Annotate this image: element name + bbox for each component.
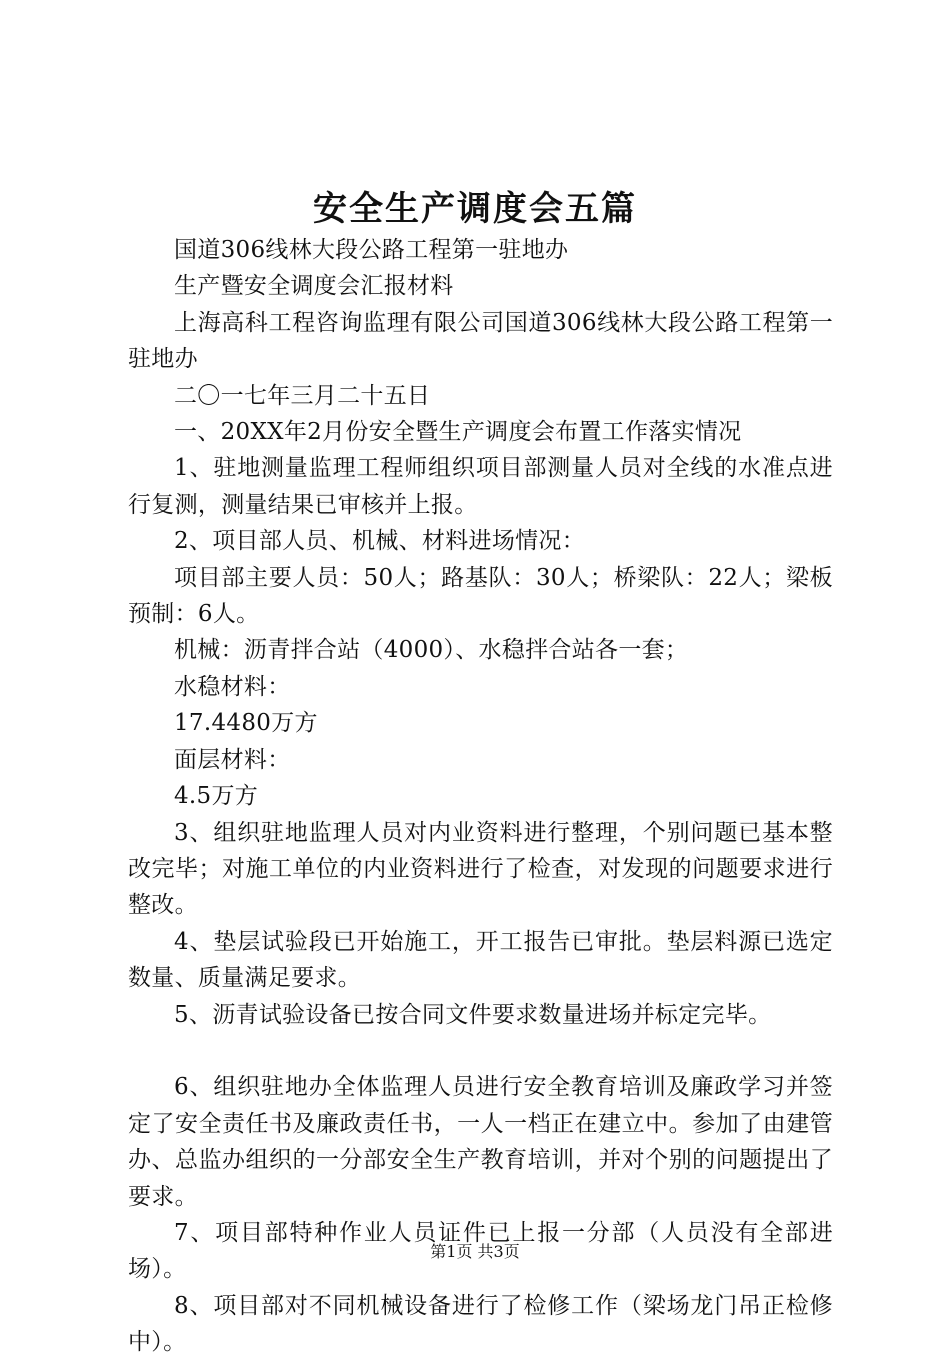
document-title: 安全生产调度会五篇 [313,189,637,229]
paragraph-13: 4.5万方 [174,783,259,810]
paragraph-11: 17.4480万方 [174,710,318,737]
paragraph-10: 水稳材料： [174,673,291,700]
paragraph-2: 生产暨安全调度会汇报材料 [174,273,454,300]
paragraph-12: 面层材料： [174,746,291,773]
paragraph-14: 3、组织驻地监理人员对内业资料进行整理，个别问题已基本整改完毕；对施工单位的内业资料进行了检查，对发现的问题要求进行整改。 [128,819,833,919]
paragraph-1: 国道306线林大段公路工程第一驻地办 [174,237,569,263]
paragraph-15: 4、垫层试验段已开始施工，开工报告已审批。垫层料源已选定数量、质量满足要求。 [128,928,833,992]
paragraph-8: 项目部主要人员：50人；路基队：30人；桥梁队：22人；梁板预制：6人。 [128,564,833,628]
paragraph-19: 8、项目部对不同机械设备进行了检修工作（梁场龙门吊正检修中）。 [128,1292,833,1356]
paragraph-17: 6、组织驻地办全体监理人员进行安全教育培训及廉政学习并签定了安全责任书及廉政责任书，一人一档正在建立中。参加了由建管办、总监办组织的一分部安全生产教育培训，并对个别的问题提出了要求。 [128,1074,833,1210]
paragraph-4: 二〇一七年三月二十五日 [174,382,431,409]
blank-line [128,1033,833,1069]
paragraph-16: 5、沥青试验设备已按合同文件要求数量进场并标定完毕。 [174,1001,772,1028]
paragraph-5: 一、20XX年2月份安全暨生产调度会布置工作落实情况 [174,419,742,446]
paragraph-6: 1、驻地测量监理工程师组织项目部测量人员对全线的水准点进行复测，测量结果已审核并上报。 [128,455,833,518]
paragraph-18: 7、项目部特种作业人员证件已上报一分部（人员没有全部进场）。 [128,1219,833,1283]
page-footer: 第1页 共3页 [430,1242,520,1261]
document-body [128,232,833,1361]
paragraph-7: 2、项目部人员、机械、材料进场情况： [174,528,586,555]
paragraph-3: 上海高科工程咨询监理有限公司国道306线林大段公路工程第一驻地办 [128,309,833,373]
paragraph-9: 机械：沥青拌合站（4000）、水稳拌合站各一套； [174,637,689,664]
